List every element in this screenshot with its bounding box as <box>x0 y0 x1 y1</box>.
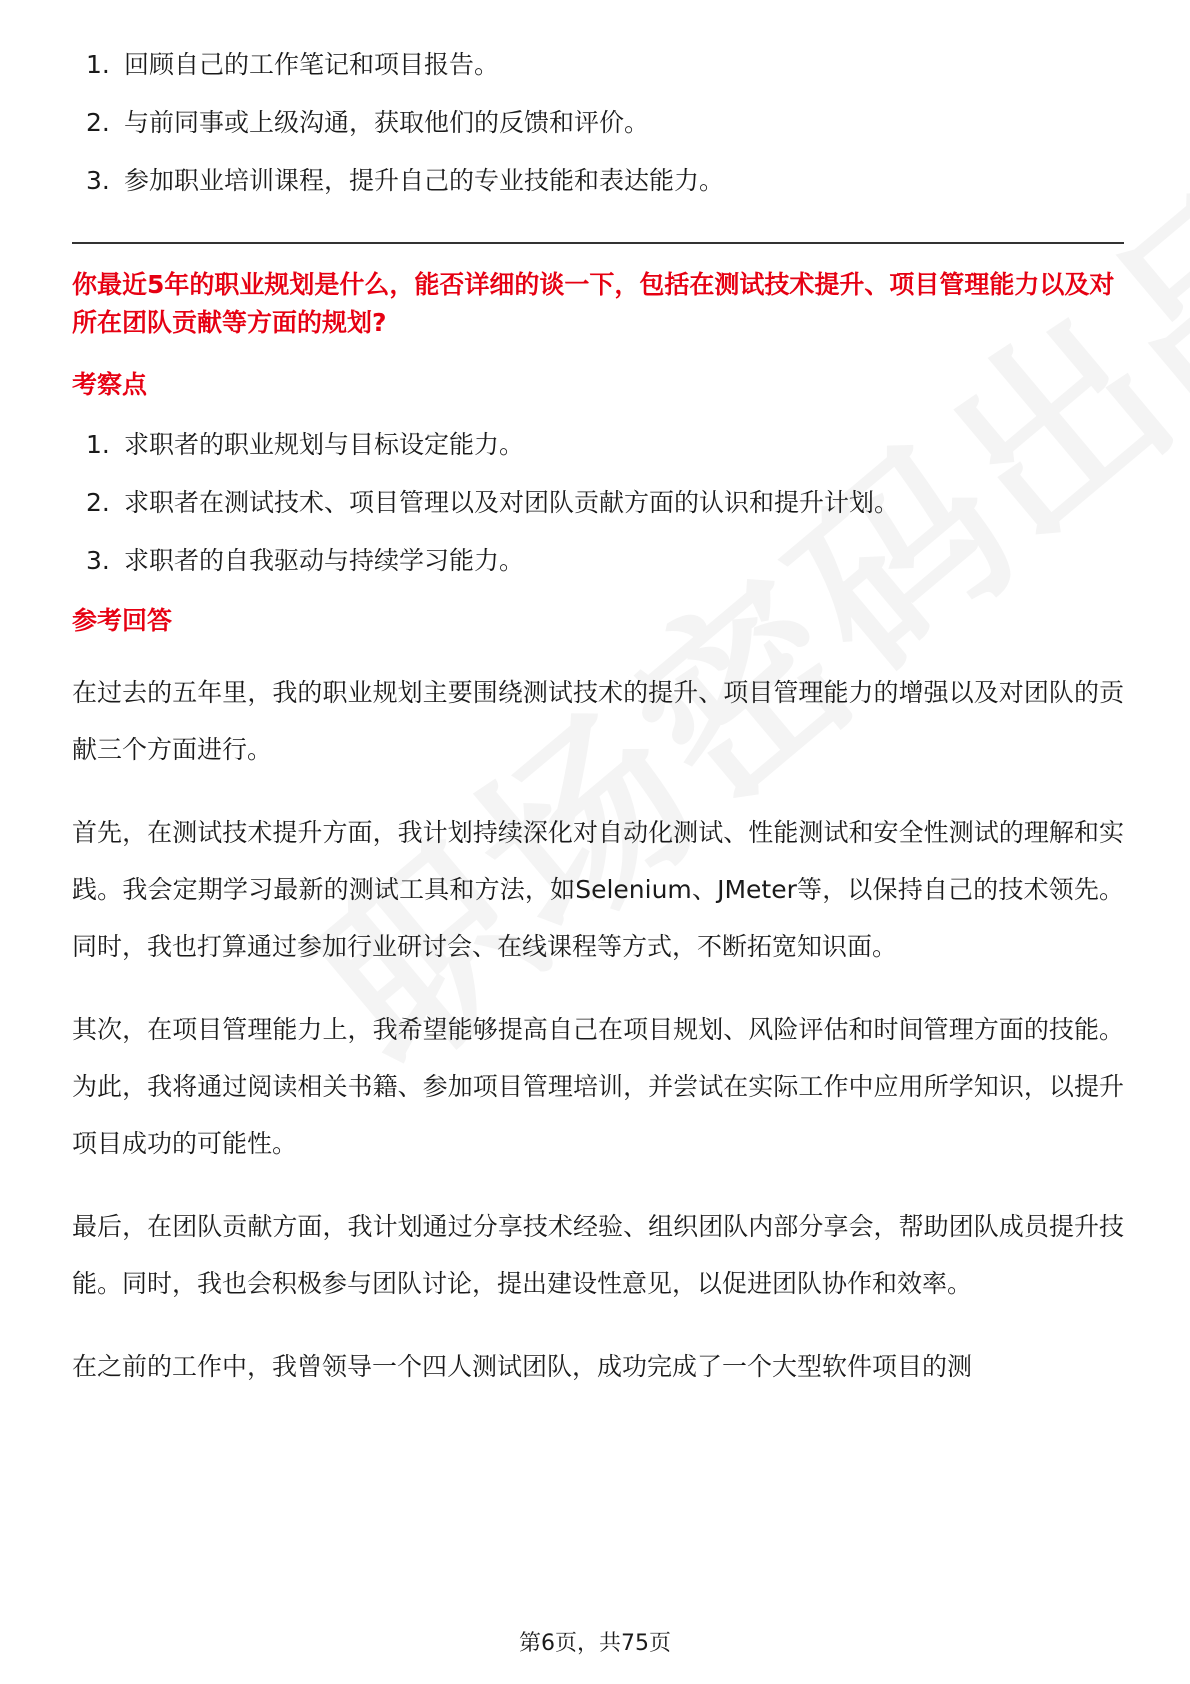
list-item: 1. 求职者的职业规划与目标设定能力。 <box>86 430 525 459</box>
answer-paragraph: 其次，在项目管理能力上，我希望能够提高自己在项目规划、风险评估和时间管理方面的技能。为此，我将通过阅读相关书籍、参加项目管理培训，并尝试在实际工作中应用所学知识，以提升项目成功的可能性。 <box>72 1015 1124 1158</box>
exam-points-list <box>72 428 1124 578</box>
answer-paragraph: 最后，在团队贡献方面，我计划通过分享技术经验、组织团队内部分享会，帮助团队成员提升技能。同时，我也会积极参与团队讨论，提出建设性意见，以促进团队协作和效率。 <box>72 1212 1124 1298</box>
list-item: 3. 求职者的自我驱动与持续学习能力。 <box>86 546 525 575</box>
answer-paragraph: 首先，在测试技术提升方面，我计划持续深化对自动化测试、性能测试和安全性测试的理解和实践。我会定期学习最新的测试工具和方法，如Selenium、JMeter等，以保持自己的技术领先。同时，我也打算通过参加行业研讨会、在线课程等方式，不断拓宽知识面。 <box>72 818 1124 961</box>
page-content <box>72 48 1124 1421</box>
answer-paragraph: 在之前的工作中，我曾领导一个四人测试团队，成功完成了一个大型软件项目的测 <box>72 1352 973 1381</box>
answer-paragraph: 在过去的五年里，我的职业规划主要围绕测试技术的提升、项目管理能力的增强以及对团队的贡献三个方面进行。 <box>72 678 1124 764</box>
divider <box>72 242 1124 244</box>
question-heading: 你最近5年的职业规划是什么，能否详细的谈一下，包括在测试技术提升、项目管理能力以及对所在团队贡献等方面的规划? <box>72 270 1115 337</box>
answer-title: 参考回答 <box>72 606 173 635</box>
list-item: 3. 参加职业培训课程，提升自己的专业技能和表达能力。 <box>86 166 725 195</box>
list-item: 2. 与前同事或上级沟通，获取他们的反馈和评价。 <box>86 108 650 137</box>
page-number: 第6页，共75页 <box>519 1631 671 1656</box>
list-item: 1. 回顾自己的工作笔记和项目报告。 <box>86 50 500 79</box>
list-item: 2. 求职者在测试技术、项目管理以及对团队贡献方面的认识和提升计划。 <box>86 488 900 517</box>
exam-points-title: 考察点 <box>72 370 148 399</box>
top-list <box>72 48 1124 198</box>
